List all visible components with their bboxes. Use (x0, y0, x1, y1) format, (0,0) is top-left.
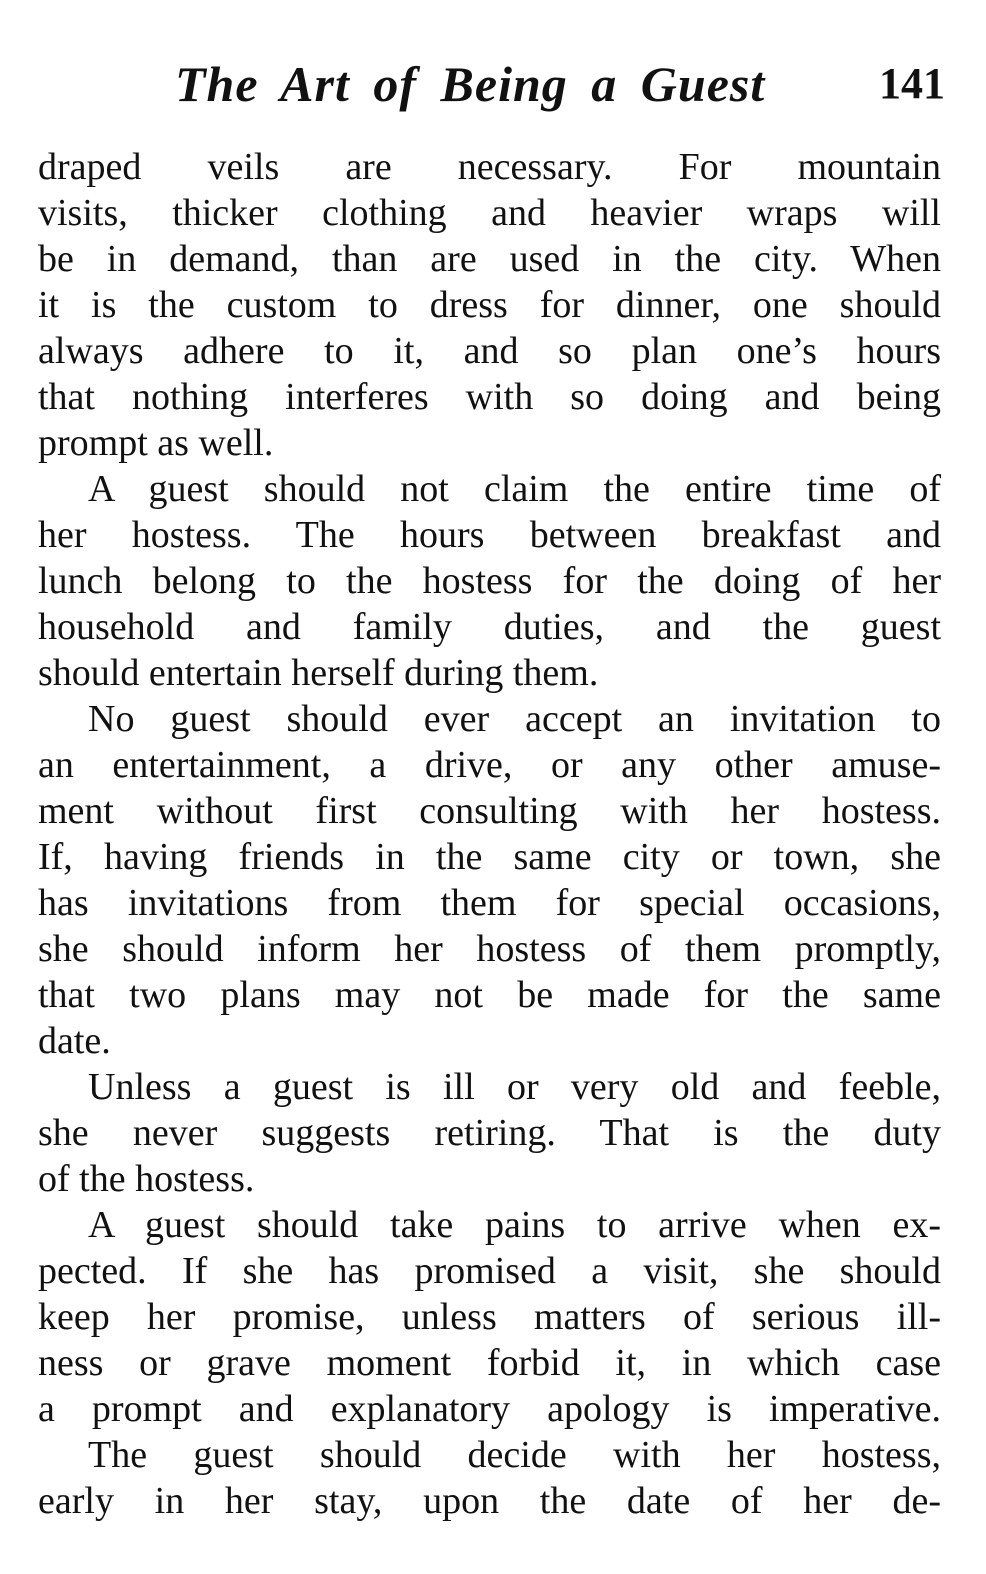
text-line: If, having friends in the same city or town, she (38, 836, 941, 878)
text-line: The guest should decide with her hostess, (88, 1434, 941, 1476)
text-line: that nothing interferes with so doing and being (38, 376, 941, 418)
text-line: should entertain herself during them. (38, 652, 599, 694)
text-line: Unless a guest is ill or very old and feeble, (88, 1066, 941, 1108)
text-line: prompt as well. (38, 422, 274, 464)
text-line: date. (38, 1020, 111, 1062)
text-line: it is the custom to dress for dinner, one should (38, 284, 941, 326)
text-line: pected. If she has promised a visit, she should (38, 1250, 941, 1292)
text-line: an entertainment, a drive, or any other amuse- (38, 744, 941, 786)
text-line: keep her promise, unless matters of serious ill- (38, 1296, 941, 1338)
paragraph (38, 696, 941, 1064)
paragraph (38, 466, 941, 696)
text-line: has invitations from them for special occasions, (38, 882, 941, 924)
text-line: A guest should not claim the entire time of (88, 468, 941, 510)
running-head (175, 52, 945, 116)
text-line: her hostess. The hours between breakfast and (38, 514, 941, 556)
paragraph (38, 1064, 941, 1202)
text-line: a prompt and explanatory apology is imperative. (38, 1388, 941, 1430)
text-line: visits, thicker clothing and heavier wraps will (38, 192, 941, 234)
text-line: that two plans may not be made for the same (38, 974, 941, 1016)
page-number: 141 (879, 59, 945, 108)
text-line: ness or grave moment forbid it, in which case (38, 1342, 941, 1384)
text-line: be in demand, than are used in the city. When (38, 238, 941, 280)
body-text (38, 144, 941, 1524)
text-line: ment without first consulting with her hostess. (38, 790, 941, 832)
text-line: she should inform her hostess of them promptly, (38, 928, 941, 970)
paragraph (38, 1432, 941, 1524)
text-line: lunch belong to the hostess for the doing of her (38, 560, 941, 602)
text-line: No guest should ever accept an invitation to (88, 698, 941, 740)
text-line: of the hostess. (38, 1158, 255, 1200)
paragraph (38, 144, 941, 466)
text-line: draped veils are necessary. For mountain (38, 146, 941, 188)
text-line: A guest should take pains to arrive when ex- (88, 1204, 941, 1246)
text-line: she never suggests retiring. That is the duty (38, 1112, 941, 1154)
text-line: early in her stay, upon the date of her de- (38, 1480, 941, 1522)
paragraph (38, 1202, 941, 1432)
running-title: The Art of Being a Guest (175, 56, 766, 112)
text-line: always adhere to it, and so plan one’s hours (38, 330, 941, 372)
text-line: household and family duties, and the guest (38, 606, 941, 648)
